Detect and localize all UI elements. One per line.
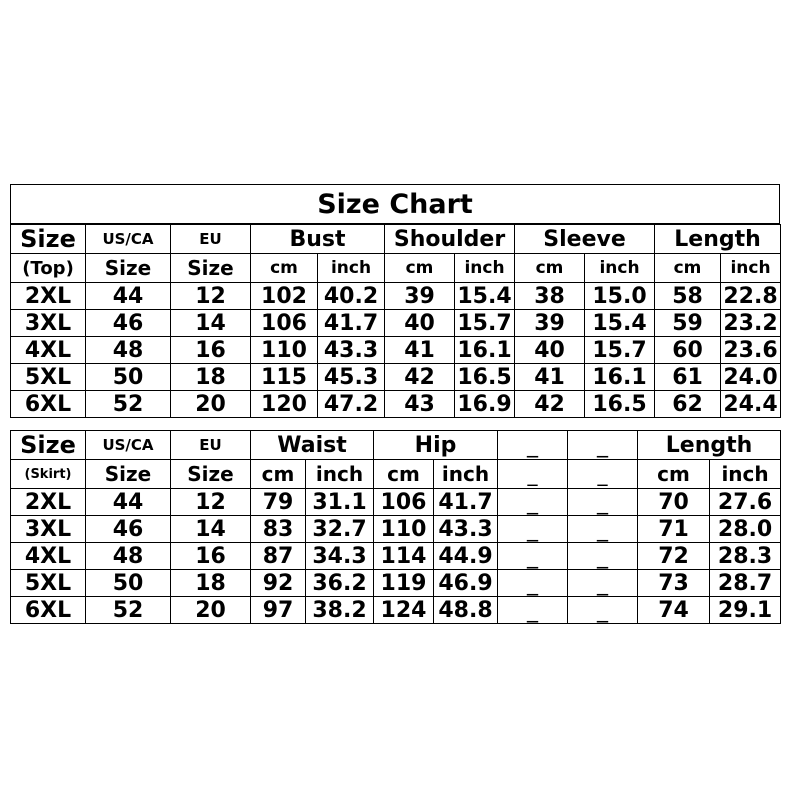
table-cell: 119	[374, 570, 434, 597]
table-row	[11, 597, 781, 624]
table-cell: 15.0	[585, 283, 655, 310]
table-cell: 34.3	[306, 543, 374, 570]
table-cell: 45.3	[318, 364, 385, 391]
table-cell: 92	[251, 570, 306, 597]
table-cell: 79	[251, 489, 306, 516]
table-cell: _	[568, 489, 638, 516]
table-cell: 97	[251, 597, 306, 624]
unit-cell: inch	[455, 254, 515, 283]
table-cell: 16.9	[455, 391, 515, 418]
table-cell: 29.1	[710, 597, 781, 624]
table-cell: 44.9	[434, 543, 498, 570]
table-cell: 15.4	[455, 283, 515, 310]
bust-header: Bust	[251, 225, 385, 254]
chart-title: Size Chart	[10, 184, 780, 224]
table-cell: 62	[655, 391, 721, 418]
table-cell: 2XL	[11, 283, 86, 310]
waist-header: Waist	[251, 431, 374, 460]
table-cell: 48	[86, 543, 171, 570]
table-cell: 16	[171, 337, 251, 364]
unit-cell: cm	[374, 460, 434, 489]
shoulder-header: Shoulder	[385, 225, 515, 254]
us-ca-label: US/CA	[86, 431, 171, 460]
table-cell: 48	[86, 337, 171, 364]
table-cell: 5XL	[11, 364, 86, 391]
table-cell: _	[568, 597, 638, 624]
eu-label: EU	[171, 225, 251, 254]
table-cell: _	[568, 570, 638, 597]
eu-size-label: Size	[171, 254, 251, 283]
table-cell: 3XL	[11, 516, 86, 543]
table-cell: 44	[86, 283, 171, 310]
table-cell: 15.7	[585, 337, 655, 364]
table-cell: 39	[515, 310, 585, 337]
table-cell: 47.2	[318, 391, 385, 418]
table-cell: 48.8	[434, 597, 498, 624]
unit-cell: inch	[434, 460, 498, 489]
table-cell: 5XL	[11, 570, 86, 597]
table-cell: 41	[385, 337, 455, 364]
table-row	[11, 543, 781, 570]
table-cell: 46	[86, 310, 171, 337]
length-header: Length	[638, 431, 781, 460]
table-cell: 71	[638, 516, 710, 543]
table-cell: 16.1	[585, 364, 655, 391]
us-ca-label: US/CA	[86, 225, 171, 254]
table-cell: 16	[171, 543, 251, 570]
table-gap	[10, 418, 780, 430]
unit-cell: inch	[585, 254, 655, 283]
table-cell: 40.2	[318, 283, 385, 310]
table-cell: 27.6	[710, 489, 781, 516]
table-cell: 115	[251, 364, 318, 391]
table-cell: 70	[638, 489, 710, 516]
table-cell: 38.2	[306, 597, 374, 624]
table-cell: 87	[251, 543, 306, 570]
table-cell: _	[498, 597, 568, 624]
table-cell: 6XL	[11, 391, 86, 418]
hip-header: Hip	[374, 431, 498, 460]
table-cell: 72	[638, 543, 710, 570]
table-cell: 22.8	[721, 283, 781, 310]
top-size-table	[10, 224, 781, 418]
unit-cell: inch	[306, 460, 374, 489]
unit-cell: cm	[638, 460, 710, 489]
table-cell: _	[498, 516, 568, 543]
table-cell: 15.4	[585, 310, 655, 337]
table-cell: 124	[374, 597, 434, 624]
table-cell: 24.4	[721, 391, 781, 418]
table-row	[11, 283, 781, 310]
table-cell: 58	[655, 283, 721, 310]
table-cell: 102	[251, 283, 318, 310]
table-cell: 41.7	[318, 310, 385, 337]
table-cell: 12	[171, 283, 251, 310]
unit-cell: cm	[385, 254, 455, 283]
unit-cell: inch	[710, 460, 781, 489]
size-sub-label: (Skirt)	[11, 460, 86, 489]
table-cell: 18	[171, 570, 251, 597]
size-chart	[10, 184, 780, 624]
table-cell: 110	[374, 516, 434, 543]
length-header: Length	[655, 225, 781, 254]
table-cell: 3XL	[11, 310, 86, 337]
table-cell: 50	[86, 570, 171, 597]
size-sub-label: (Top)	[11, 254, 86, 283]
table-cell: 46	[86, 516, 171, 543]
table-cell: 23.2	[721, 310, 781, 337]
table-cell: 50	[86, 364, 171, 391]
table-cell: 52	[86, 391, 171, 418]
table-cell: 36.2	[306, 570, 374, 597]
table-cell: 14	[171, 516, 251, 543]
table-cell: 41.7	[434, 489, 498, 516]
table-cell: 106	[374, 489, 434, 516]
table-cell: _	[498, 489, 568, 516]
table-row	[11, 391, 781, 418]
table-cell: 60	[655, 337, 721, 364]
table-cell: 42	[385, 364, 455, 391]
table-cell: 14	[171, 310, 251, 337]
table-cell: 40	[385, 310, 455, 337]
table-cell: 4XL	[11, 543, 86, 570]
table-cell: 46.9	[434, 570, 498, 597]
table-cell: 120	[251, 391, 318, 418]
table-cell: 39	[385, 283, 455, 310]
us-ca-size-label: Size	[86, 460, 171, 489]
blank-header: _	[498, 431, 568, 460]
table-cell: 40	[515, 337, 585, 364]
unit-cell: inch	[318, 254, 385, 283]
table-cell: 24.0	[721, 364, 781, 391]
table-cell: 4XL	[11, 337, 86, 364]
table-cell: 61	[655, 364, 721, 391]
table-cell: 43.3	[434, 516, 498, 543]
table-cell: 28.7	[710, 570, 781, 597]
table-cell: 23.6	[721, 337, 781, 364]
table-cell: 59	[655, 310, 721, 337]
eu-size-label: Size	[171, 460, 251, 489]
unit-cell: cm	[515, 254, 585, 283]
table-cell: 110	[251, 337, 318, 364]
table-cell: 74	[638, 597, 710, 624]
table-cell: _	[498, 570, 568, 597]
us-ca-size-label: Size	[86, 254, 171, 283]
table-cell: 106	[251, 310, 318, 337]
table-cell: 43	[385, 391, 455, 418]
size-label: Size	[11, 431, 86, 460]
table-cell: 2XL	[11, 489, 86, 516]
sleeve-header: Sleeve	[515, 225, 655, 254]
table-cell: 44	[86, 489, 171, 516]
table-cell: 83	[251, 516, 306, 543]
table-cell: 42	[515, 391, 585, 418]
table-cell: _	[568, 543, 638, 570]
table-cell: 12	[171, 489, 251, 516]
table-row	[11, 570, 781, 597]
table-row	[11, 364, 781, 391]
table-cell: 114	[374, 543, 434, 570]
table-cell: _	[498, 543, 568, 570]
table-row	[11, 310, 781, 337]
table-cell: 32.7	[306, 516, 374, 543]
size-label: Size	[11, 225, 86, 254]
table-cell: 43.3	[318, 337, 385, 364]
unit-cell: cm	[251, 460, 306, 489]
unit-cell: cm	[251, 254, 318, 283]
eu-label: EU	[171, 431, 251, 460]
table-row	[11, 337, 781, 364]
table-cell: 20	[171, 597, 251, 624]
unit-cell: _	[568, 460, 638, 489]
table-cell: 41	[515, 364, 585, 391]
table-cell: 18	[171, 364, 251, 391]
unit-cell: _	[498, 460, 568, 489]
table-cell: 73	[638, 570, 710, 597]
table-cell: 16.1	[455, 337, 515, 364]
skirt-size-table	[10, 430, 781, 624]
table-cell: 16.5	[455, 364, 515, 391]
table-cell: 15.7	[455, 310, 515, 337]
unit-cell: cm	[655, 254, 721, 283]
table-cell: 6XL	[11, 597, 86, 624]
table-row	[11, 516, 781, 543]
table-cell: 28.3	[710, 543, 781, 570]
blank-header: _	[568, 431, 638, 460]
table-cell: 31.1	[306, 489, 374, 516]
unit-cell: inch	[721, 254, 781, 283]
table-row	[11, 489, 781, 516]
table-cell: 16.5	[585, 391, 655, 418]
table-cell: 52	[86, 597, 171, 624]
table-cell: _	[568, 516, 638, 543]
table-cell: 20	[171, 391, 251, 418]
table-cell: 28.0	[710, 516, 781, 543]
table-cell: 38	[515, 283, 585, 310]
